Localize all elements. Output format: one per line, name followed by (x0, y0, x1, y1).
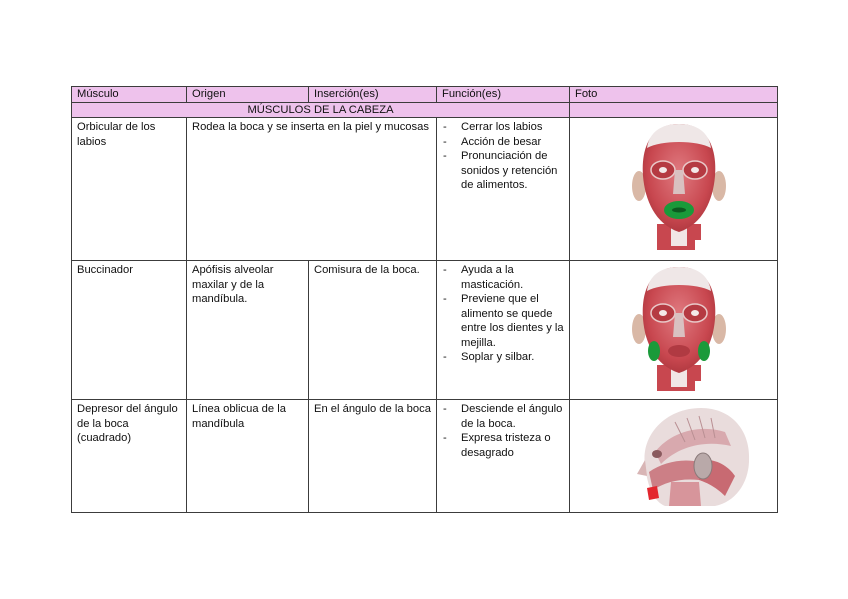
insertion-cell: Comisura de la boca. (309, 261, 437, 400)
function-list (442, 402, 564, 460)
table-row (72, 400, 778, 513)
head-muscles-side-view-icon (575, 402, 783, 510)
header-origin: Origen (187, 87, 309, 103)
muscle-cell: Orbicular de los labios (72, 118, 187, 261)
header-photo: Foto (570, 87, 778, 103)
photo-cell (570, 400, 778, 513)
table-row (72, 261, 778, 400)
header-insertion: Inserción(es) (309, 87, 437, 103)
table-header-row (72, 87, 778, 103)
function-cell (437, 118, 570, 261)
function-list (442, 120, 564, 193)
function-item: - Pronunciación de sonidos y retención de alimentos. (442, 149, 564, 193)
table-row (72, 118, 778, 261)
section-photo-cell (570, 102, 778, 118)
function-item: - Desciende el ángulo de la boca. (442, 402, 564, 431)
section-row (72, 102, 778, 118)
function-item: - Soplar y silbar. (442, 350, 564, 365)
muscle-cell: Buccinador (72, 261, 187, 400)
origin-cell: Apófisis alveolar maxilar y de la mandíbula. (187, 261, 309, 400)
function-cell (437, 261, 570, 400)
face-muscles-front-cheeks-highlight-icon (575, 263, 783, 397)
photo-cell (570, 118, 778, 261)
section-title: MÚSCULOS DE LA CABEZA (72, 102, 570, 118)
header-muscle: Músculo (72, 87, 187, 103)
function-item: - Ayuda a la masticación. (442, 263, 564, 292)
origin-cell: Línea oblicua de la mandíbula (187, 400, 309, 513)
function-item: - Previene que el alimento se quede entre los dientes y la mejilla. (442, 292, 564, 350)
function-cell (437, 400, 570, 513)
muscle-cell: Depresor del ángulo de la boca (cuadrado) (72, 400, 187, 513)
photo-cell (570, 261, 778, 400)
insertion-cell: En el ángulo de la boca (309, 400, 437, 513)
function-item: - Acción de besar (442, 135, 564, 150)
function-item: - Expresa tristeza o desagrado (442, 431, 564, 460)
muscles-table (71, 86, 778, 513)
function-list (442, 263, 564, 365)
header-function: Función(es) (437, 87, 570, 103)
origin-cell: Rodea la boca y se inserta en la piel y mucosas (187, 118, 437, 261)
function-item: - Cerrar los labios (442, 120, 564, 135)
face-muscles-front-lips-highlight-icon (575, 120, 783, 258)
